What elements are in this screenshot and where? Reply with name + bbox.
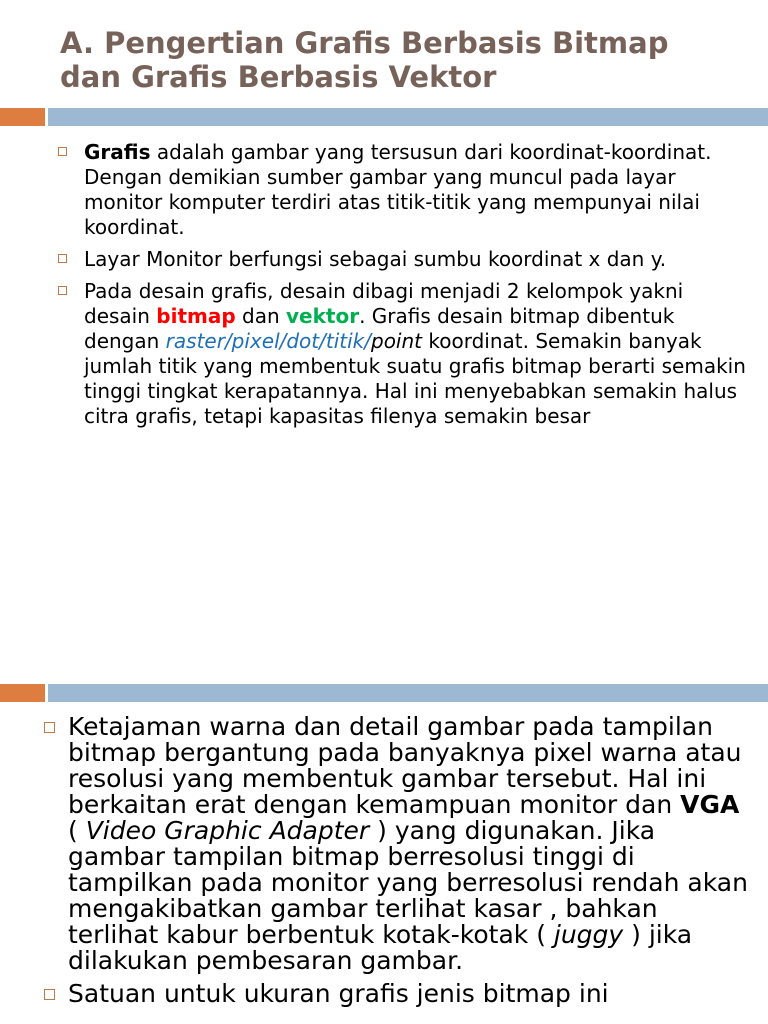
list-item bbox=[42, 714, 752, 974]
bullet-text: ) yang digunakan. Jika gambar tampilan bitmap berresolusi tinggi di tampilkan pada monitor yang berresolusi rendah akan mengakibatkan gambar terlihat kasar , bahkan terlihat kabur berbentuk kotak-kotak ( bbox=[68, 816, 748, 949]
divider-blue-block bbox=[48, 108, 768, 126]
list-item bbox=[42, 981, 752, 1007]
bullet-text: dan bbox=[235, 304, 286, 328]
term-vga-full: Video Graphic Adapter bbox=[85, 816, 370, 845]
divider-orange-block bbox=[0, 108, 45, 126]
bullet-list-2 bbox=[42, 714, 752, 1014]
bullet-text: Ketajaman warna dan detail gambar pada tampilan bitmap bergantung pada banyaknya pixel warna atau resolusi yang membentuk gambar tersebut. Hal ini berkaitan erat dengan kemampuan monitor dan bbox=[68, 712, 742, 819]
list-item bbox=[58, 140, 748, 240]
title-line-1: A. Pengertian Grafis Berbasis Bitmap bbox=[60, 26, 669, 60]
bullet-text: . Grafis desain bitmap dibentuk dengan bbox=[84, 304, 675, 353]
square-bullet-icon bbox=[58, 254, 67, 263]
term-vektor: vektor bbox=[286, 304, 360, 328]
square-bullet-icon bbox=[58, 147, 67, 156]
slide-title bbox=[60, 26, 750, 94]
term-juggy: juggy bbox=[553, 920, 624, 949]
bullet-text: Pada desain grafis, desain dibagi menjadi 2 kelompok yakni desain bbox=[84, 279, 684, 328]
bullet-text: Satuan untuk ukuran grafis jenis bitmap ini bbox=[68, 979, 609, 1008]
term-grafis: Grafis bbox=[84, 140, 151, 164]
bullet-text: adalah gambar yang tersusun dari koordinat-koordinat. Dengan demikian sumber gambar yang muncul pada layar monitor komputer terdiri atas titik-titik yang mempunyai nilai koordinat. bbox=[84, 140, 712, 239]
bullet-text: Layar Monitor berfungsi sebagai sumbu koordinat x dan y. bbox=[84, 247, 667, 271]
list-item bbox=[58, 247, 748, 272]
term-bitmap: bitmap bbox=[156, 304, 236, 328]
divider-orange-block bbox=[0, 684, 45, 702]
term-point: point bbox=[371, 329, 423, 353]
top-divider-bar bbox=[0, 684, 768, 702]
square-bullet-icon bbox=[58, 286, 67, 295]
divider-blue-block bbox=[48, 684, 768, 702]
term-vga: VGA bbox=[680, 790, 740, 819]
bullet-list-1 bbox=[58, 140, 748, 436]
term-raster: raster/pixel/dot/titik/ bbox=[165, 329, 371, 353]
title-divider-bar bbox=[0, 108, 768, 126]
slide-2 bbox=[0, 684, 768, 1024]
square-bullet-icon bbox=[44, 722, 55, 733]
bullet-text: ( bbox=[68, 816, 86, 845]
bullet-text: koordinat. Semakin banyak jumlah titik yang membentuk suatu grafis bitmap berarti semakin tinggi tingkat kerapatannya. Hal ini menyebabkan semakin halus citra grafis, tetapi kapasitas filenya semakin besar bbox=[84, 329, 746, 428]
bullet-text: ) jika dilakukan pembesaran gambar. bbox=[68, 920, 693, 975]
list-item bbox=[58, 279, 748, 429]
square-bullet-icon bbox=[44, 989, 55, 1000]
title-line-2: dan Grafis Berbasis Vektor bbox=[60, 60, 497, 94]
